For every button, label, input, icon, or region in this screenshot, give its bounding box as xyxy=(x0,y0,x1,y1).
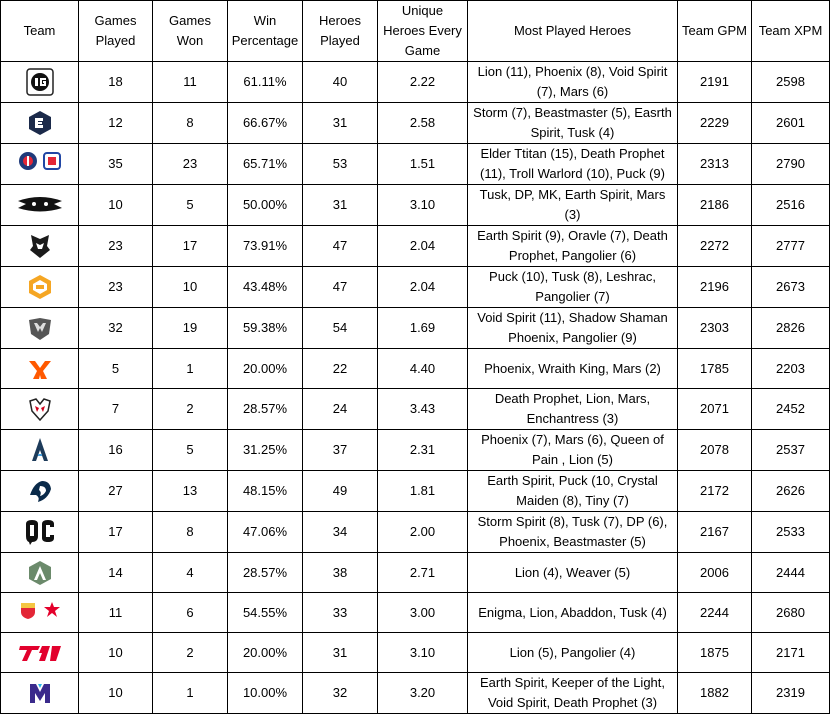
games-played-cell: 12 xyxy=(79,103,153,144)
most-played-heroes-cell: Tusk, DP, MK, Earth Spirit, Mars (3) xyxy=(468,185,678,226)
most-played-heroes-cell: Elder Ttitan (15), Death Prophet (11), Troll Warlord (10), Puck (9) xyxy=(468,144,678,185)
team-xpm-cell: 2319 xyxy=(752,673,830,714)
thunder-predator-logo-icon xyxy=(26,232,54,260)
most-played-heroes-cell: Lion (11), Phoenix (8), Void Spirit (7), Mars (6) xyxy=(468,62,678,103)
monaco-b-icon xyxy=(42,600,62,620)
table-row xyxy=(1,471,830,512)
team-xpm-cell: 2680 xyxy=(752,593,830,633)
nigma-logo-icon xyxy=(26,679,54,707)
table-row xyxy=(1,673,830,714)
table-row xyxy=(1,430,830,471)
team-logo-cell xyxy=(1,267,79,308)
games-won-cell: 2 xyxy=(153,633,228,673)
win-percentage-cell: 54.55% xyxy=(228,593,303,633)
team-xpm-cell: 2533 xyxy=(752,512,830,553)
unique-heroes-cell: 2.04 xyxy=(378,226,468,267)
heroes-played-cell: 47 xyxy=(303,226,378,267)
team-logo-cell xyxy=(1,226,79,267)
team-xpm-cell: 2598 xyxy=(752,62,830,103)
team-xpm-cell: 2516 xyxy=(752,185,830,226)
table-row xyxy=(1,553,830,593)
games-played-cell: 10 xyxy=(79,633,153,673)
heroes-played-cell: 47 xyxy=(303,267,378,308)
games-won-cell: 8 xyxy=(153,512,228,553)
unique-heroes-cell: 3.10 xyxy=(378,185,468,226)
header-team-xpm: Team XPM xyxy=(752,1,830,62)
virtus-pro-bear-logo-icon xyxy=(26,395,54,423)
team-gpm-cell: 2078 xyxy=(678,430,752,471)
table-row xyxy=(1,226,830,267)
header-games-won: Games Won xyxy=(153,1,228,62)
win-percentage-cell: 50.00% xyxy=(228,185,303,226)
games-won-cell: 23 xyxy=(153,144,228,185)
unique-heroes-cell: 1.69 xyxy=(378,308,468,349)
most-played-heroes-cell: Storm (7), Beastmaster (5), Easrth Spirit, Tusk (4) xyxy=(468,103,678,144)
team-liquid-logo-icon xyxy=(26,477,54,505)
unique-heroes-cell: 2.71 xyxy=(378,553,468,593)
games-played-cell: 10 xyxy=(79,673,153,714)
games-played-cell: 7 xyxy=(79,389,153,430)
win-percentage-cell: 20.00% xyxy=(228,349,303,389)
most-played-heroes-cell: Earth Spirit, Keeper of the Light, Void Spirit, Death Prophet (3) xyxy=(468,673,678,714)
team-gpm-cell: 1785 xyxy=(678,349,752,389)
team-logo-cell xyxy=(1,185,79,226)
unique-heroes-cell: 2.31 xyxy=(378,430,468,471)
games-played-cell: 18 xyxy=(79,62,153,103)
team-logo-cell xyxy=(1,389,79,430)
most-played-heroes-cell: Lion (4), Weaver (5) xyxy=(468,553,678,593)
heroes-played-cell: 31 xyxy=(303,633,378,673)
heroes-played-cell: 34 xyxy=(303,512,378,553)
team-gpm-cell: 2186 xyxy=(678,185,752,226)
games-played-cell: 11 xyxy=(79,593,153,633)
most-played-heroes-cell: Death Prophet, Lion, Mars, Enchantress (3) xyxy=(468,389,678,430)
team-logo-cell xyxy=(1,430,79,471)
team-xpm-cell: 2673 xyxy=(752,267,830,308)
win-percentage-cell: 73.91% xyxy=(228,226,303,267)
heroes-played-cell: 49 xyxy=(303,471,378,512)
monaco-a-icon xyxy=(18,600,38,620)
games-won-cell: 17 xyxy=(153,226,228,267)
most-played-heroes-cell: Puck (10), Tusk (8), Leshrac, Pangolier (7) xyxy=(468,267,678,308)
table-row xyxy=(1,593,830,633)
team-xpm-cell: 2203 xyxy=(752,349,830,389)
eg-logo-icon xyxy=(26,109,54,137)
heroes-played-cell: 53 xyxy=(303,144,378,185)
team-gpm-cell: 2244 xyxy=(678,593,752,633)
most-played-heroes-cell: Storm Spirit (8), Tusk (7), DP (6), Phoenix, Beastmaster (5) xyxy=(468,512,678,553)
win-percentage-cell: 28.57% xyxy=(228,389,303,430)
team-gpm-cell: 2167 xyxy=(678,512,752,553)
heroes-played-cell: 33 xyxy=(303,593,378,633)
games-won-cell: 2 xyxy=(153,389,228,430)
team-xpm-cell: 2601 xyxy=(752,103,830,144)
unique-heroes-cell: 1.81 xyxy=(378,471,468,512)
games-won-cell: 1 xyxy=(153,349,228,389)
heroes-played-cell: 38 xyxy=(303,553,378,593)
team-logo-cell xyxy=(1,553,79,593)
most-played-heroes-cell: Earth Spirit (9), Oravle (7), Death Prophet, Pangolier (6) xyxy=(468,226,678,267)
team-gpm-cell: 2172 xyxy=(678,471,752,512)
virtus-pro-logo-icon xyxy=(26,314,54,342)
header-team-gpm: Team GPM xyxy=(678,1,752,62)
team-secret-logo-icon xyxy=(16,191,64,219)
win-percentage-cell: 43.48% xyxy=(228,267,303,308)
team-xpm-cell: 2444 xyxy=(752,553,830,593)
heroes-played-cell: 22 xyxy=(303,349,378,389)
games-played-cell: 16 xyxy=(79,430,153,471)
games-played-cell: 10 xyxy=(79,185,153,226)
most-played-heroes-cell: Earth Spirit, Puck (10, Crystal Maiden (8), Tiny (7) xyxy=(468,471,678,512)
games-won-cell: 11 xyxy=(153,62,228,103)
win-percentage-cell: 31.25% xyxy=(228,430,303,471)
header-team: Team xyxy=(1,1,79,62)
header-heroes-played: Heroes Played xyxy=(303,1,378,62)
team-logo-cell xyxy=(1,673,79,714)
games-played-cell: 23 xyxy=(79,226,153,267)
unique-heroes-cell: 3.43 xyxy=(378,389,468,430)
win-percentage-cell: 20.00% xyxy=(228,633,303,673)
games-won-cell: 13 xyxy=(153,471,228,512)
monaco-gambit-logo-icon xyxy=(18,600,62,620)
vici-logo-icon xyxy=(26,273,54,301)
team-gpm-cell: 1875 xyxy=(678,633,752,673)
table-row xyxy=(1,512,830,553)
team-logo-cell xyxy=(1,144,79,185)
win-percentage-cell: 48.15% xyxy=(228,471,303,512)
heroes-played-cell: 32 xyxy=(303,673,378,714)
games-played-cell: 17 xyxy=(79,512,153,553)
heroes-played-cell: 40 xyxy=(303,62,378,103)
team-xpm-cell: 2790 xyxy=(752,144,830,185)
unique-heroes-cell: 1.51 xyxy=(378,144,468,185)
team-xpm-cell: 2777 xyxy=(752,226,830,267)
games-played-cell: 23 xyxy=(79,267,153,308)
most-played-heroes-cell: Lion (5), Pangolier (4) xyxy=(468,633,678,673)
heroes-played-cell: 24 xyxy=(303,389,378,430)
header-games-played: Games Played xyxy=(79,1,153,62)
header-win-percentage: Win Percentage xyxy=(228,1,303,62)
team-logo-cell xyxy=(1,593,79,633)
ig-logo-icon xyxy=(26,68,54,96)
table-row xyxy=(1,349,830,389)
header-row xyxy=(1,1,830,62)
team-logo-cell xyxy=(1,512,79,553)
games-won-cell: 19 xyxy=(153,308,228,349)
team-aster-logo-icon xyxy=(26,436,54,464)
most-played-heroes-cell: Enigma, Lion, Abaddon, Tusk (4) xyxy=(468,593,678,633)
team-gpm-cell: 2229 xyxy=(678,103,752,144)
win-percentage-cell: 28.57% xyxy=(228,553,303,593)
unique-heroes-cell: 2.58 xyxy=(378,103,468,144)
team-gpm-cell: 2006 xyxy=(678,553,752,593)
team-logo-cell xyxy=(1,103,79,144)
win-percentage-cell: 47.06% xyxy=(228,512,303,553)
alliance-logo-icon xyxy=(26,559,54,587)
team-gpm-cell: 2303 xyxy=(678,308,752,349)
quincy-crew-logo-icon xyxy=(23,518,57,546)
unique-heroes-cell: 3.10 xyxy=(378,633,468,673)
psg-lgd-logo-icon xyxy=(18,151,62,171)
team-xpm-cell: 2826 xyxy=(752,308,830,349)
table-row xyxy=(1,103,830,144)
unique-heroes-cell: 2.00 xyxy=(378,512,468,553)
games-won-cell: 4 xyxy=(153,553,228,593)
heroes-played-cell: 31 xyxy=(303,185,378,226)
team-gpm-cell: 2272 xyxy=(678,226,752,267)
table-row xyxy=(1,389,830,430)
games-won-cell: 10 xyxy=(153,267,228,308)
fnatic-logo-icon xyxy=(26,355,54,383)
header-most-played-heroes: Most Played Heroes xyxy=(468,1,678,62)
team-logo-cell xyxy=(1,349,79,389)
games-played-cell: 5 xyxy=(79,349,153,389)
table-row xyxy=(1,185,830,226)
unique-heroes-cell: 4.40 xyxy=(378,349,468,389)
team-xpm-cell: 2626 xyxy=(752,471,830,512)
unique-heroes-cell: 2.22 xyxy=(378,62,468,103)
win-percentage-cell: 66.67% xyxy=(228,103,303,144)
team-logo-cell xyxy=(1,471,79,512)
team-gpm-cell: 2191 xyxy=(678,62,752,103)
team-gpm-cell: 2071 xyxy=(678,389,752,430)
games-played-cell: 14 xyxy=(79,553,153,593)
win-percentage-cell: 61.11% xyxy=(228,62,303,103)
team-logo-cell xyxy=(1,308,79,349)
heroes-played-cell: 54 xyxy=(303,308,378,349)
table-row xyxy=(1,633,830,673)
table-row xyxy=(1,62,830,103)
games-won-cell: 1 xyxy=(153,673,228,714)
t1-logo-icon xyxy=(16,639,64,667)
team-xpm-cell: 2171 xyxy=(752,633,830,673)
most-played-heroes-cell: Phoenix (7), Mars (6), Queen of Pain , Lion (5) xyxy=(468,430,678,471)
unique-heroes-cell: 3.00 xyxy=(378,593,468,633)
games-played-cell: 35 xyxy=(79,144,153,185)
table-row xyxy=(1,308,830,349)
team-xpm-cell: 2452 xyxy=(752,389,830,430)
team-xpm-cell: 2537 xyxy=(752,430,830,471)
psg-a-icon xyxy=(18,151,38,171)
most-played-heroes-cell: Phoenix, Wraith King, Mars (2) xyxy=(468,349,678,389)
games-won-cell: 5 xyxy=(153,185,228,226)
games-won-cell: 5 xyxy=(153,430,228,471)
table-row xyxy=(1,267,830,308)
unique-heroes-cell: 2.04 xyxy=(378,267,468,308)
games-played-cell: 32 xyxy=(79,308,153,349)
games-played-cell: 27 xyxy=(79,471,153,512)
team-gpm-cell: 1882 xyxy=(678,673,752,714)
win-percentage-cell: 10.00% xyxy=(228,673,303,714)
team-logo-cell xyxy=(1,633,79,673)
team-gpm-cell: 2196 xyxy=(678,267,752,308)
team-logo-cell xyxy=(1,62,79,103)
unique-heroes-cell: 3.20 xyxy=(378,673,468,714)
games-won-cell: 6 xyxy=(153,593,228,633)
win-percentage-cell: 65.71% xyxy=(228,144,303,185)
heroes-played-cell: 31 xyxy=(303,103,378,144)
table-row xyxy=(1,144,830,185)
most-played-heroes-cell: Void Spirit (11), Shadow Shaman Phoenix, Pangolier (9) xyxy=(468,308,678,349)
team-gpm-cell: 2313 xyxy=(678,144,752,185)
header-unique-heroes: Unique Heroes Every Game xyxy=(378,1,468,62)
games-won-cell: 8 xyxy=(153,103,228,144)
win-percentage-cell: 59.38% xyxy=(228,308,303,349)
psg-b-icon xyxy=(42,151,62,171)
heroes-played-cell: 37 xyxy=(303,430,378,471)
